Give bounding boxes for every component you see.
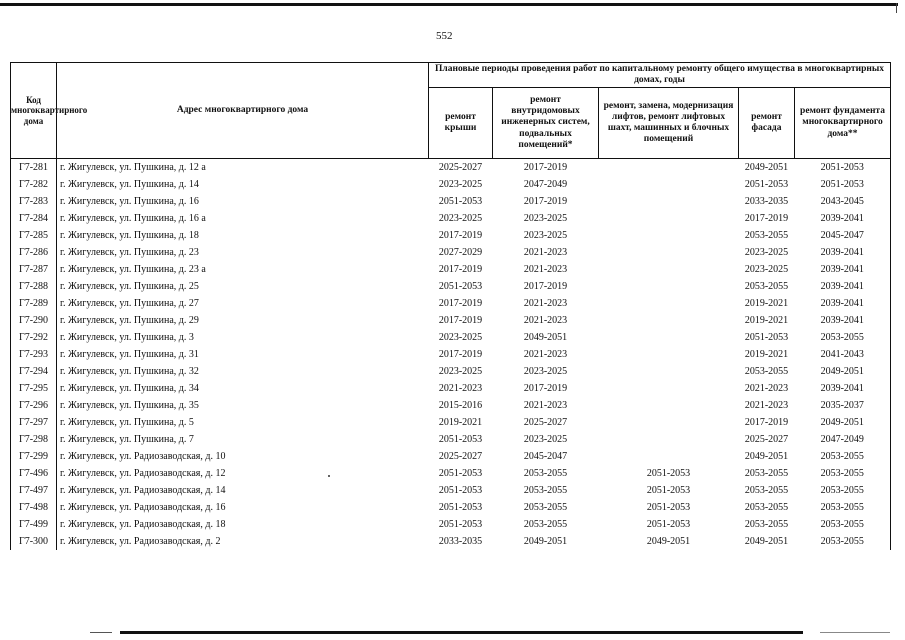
cell-roof: 2025-2027 <box>438 162 483 173</box>
cell-facade: 2049-2051 <box>744 536 789 547</box>
repair-schedule-table <box>10 62 891 550</box>
table-row <box>11 227 891 244</box>
table-row <box>11 176 891 193</box>
cell-roof: 2015-2016 <box>438 400 483 411</box>
table-row <box>11 448 891 465</box>
cell-facade: 2053-2055 <box>744 502 789 513</box>
header-planned-periods: Плановые периоды проведения работ по капитальному ремонту общего имущества в многоквартирных домах, годы <box>429 63 891 88</box>
cell-roof: 2051-2053 <box>438 281 483 292</box>
cell-roof: 2033-2035 <box>438 536 483 547</box>
cell-systems: 2023-2025 <box>523 366 568 377</box>
cell-foundation: 2047-2049 <box>795 431 891 448</box>
cell-facade: 2049-2051 <box>744 162 789 173</box>
table-row <box>11 482 891 499</box>
cell-systems: 2023-2025 <box>523 434 568 445</box>
table-row <box>11 499 891 516</box>
cell-code: Г7-290 <box>11 312 57 329</box>
cell-systems: 2047-2049 <box>523 179 568 190</box>
header-code: Код многоквартирного дома <box>11 63 57 159</box>
cell-elevators <box>599 295 739 312</box>
cell-facade: 2051-2053 <box>744 332 789 343</box>
cell-facade: 2053-2055 <box>744 281 789 292</box>
scan-bottom-mark <box>90 632 112 633</box>
cell-foundation: 2053-2055 <box>795 465 891 482</box>
cell-code: Г7-296 <box>11 397 57 414</box>
cell-roof: 2023-2025 <box>438 366 483 377</box>
table-row <box>11 329 891 346</box>
cell-facade: 2021-2023 <box>744 400 789 411</box>
cell-address: г. Жигулевск, ул. Пушкина, д. 18 <box>57 227 429 244</box>
cell-foundation: 2053-2055 <box>795 516 891 533</box>
cell-foundation: 2039-2041 <box>795 380 891 397</box>
cell-roof: 2023-2025 <box>438 213 483 224</box>
table-row <box>11 312 891 329</box>
table-row <box>11 380 891 397</box>
cell-roof: 2019-2021 <box>438 417 483 428</box>
cell-code: Г7-300 <box>11 533 57 550</box>
header-facade-repair: ремонт фасада <box>739 88 795 159</box>
cell-code: Г7-287 <box>11 261 57 278</box>
cell-foundation: 2053-2055 <box>795 448 891 465</box>
cell-facade: 2053-2055 <box>744 366 789 377</box>
cell-facade: 2019-2021 <box>744 298 789 309</box>
cell-address: г. Жигулевск, ул. Радиозаводская, д. 10 <box>57 448 429 465</box>
cell-address: г. Жигулевск, ул. Пушкина, д. 7 <box>57 431 429 448</box>
cell-code: Г7-285 <box>11 227 57 244</box>
cell-systems: 2053-2055 <box>523 519 568 530</box>
table-row <box>11 414 891 431</box>
cell-elevators: 2049-2051 <box>646 536 691 547</box>
cell-systems: 2021-2023 <box>523 298 568 309</box>
cell-facade: 2025-2027 <box>744 434 789 445</box>
cell-systems: 2053-2055 <box>523 468 568 479</box>
cell-code: Г7-299 <box>11 448 57 465</box>
cell-facade: 2051-2053 <box>744 179 789 190</box>
cell-systems: 2045-2047 <box>523 451 568 462</box>
cell-address: г. Жигулевск, ул. Пушкина, д. 31 <box>57 346 429 363</box>
cell-elevators <box>599 363 739 380</box>
cell-address: г. Жигулевск, ул. Пушкина, д. 27 <box>57 295 429 312</box>
cell-elevators: 2051-2053 <box>646 519 691 530</box>
scan-bottom-border <box>120 631 803 634</box>
cell-address: г. Жигулевск, ул. Радиозаводская, д. 2 <box>57 533 429 550</box>
cell-facade: 2019-2021 <box>744 349 789 360</box>
cell-address: г. Жигулевск, ул. Пушкина, д. 12 а <box>57 159 429 177</box>
cell-systems: 2021-2023 <box>523 349 568 360</box>
cell-roof: 2017-2019 <box>438 315 483 326</box>
cell-systems: 2021-2023 <box>523 400 568 411</box>
cell-elevators <box>599 210 739 227</box>
cell-code: Г7-283 <box>11 193 57 210</box>
cell-foundation: 2049-2051 <box>795 414 891 431</box>
cell-foundation: 2053-2055 <box>795 499 891 516</box>
cell-address: г. Жигулевск, ул. Пушкина, д. 5 <box>57 414 429 431</box>
cell-address: г. Жигулевск, ул. Пушкина, д. 35 <box>57 397 429 414</box>
table-row <box>11 363 891 380</box>
table-row <box>11 516 891 533</box>
cell-elevators <box>599 346 739 363</box>
cell-facade: 2053-2055 <box>744 468 789 479</box>
table-row <box>11 159 891 177</box>
cell-code: Г7-293 <box>11 346 57 363</box>
cell-elevators <box>599 176 739 193</box>
cell-foundation: 2041-2043 <box>795 346 891 363</box>
cell-code: Г7-289 <box>11 295 57 312</box>
cell-code: Г7-297 <box>11 414 57 431</box>
cell-systems: 2021-2023 <box>523 315 568 326</box>
cell-elevators <box>599 261 739 278</box>
cell-systems: 2023-2025 <box>523 230 568 241</box>
cell-code: Г7-294 <box>11 363 57 380</box>
cell-systems: 2017-2019 <box>523 196 568 207</box>
header-address: Адрес многоквартирного дома <box>57 63 429 159</box>
cell-foundation: 2051-2053 <box>795 176 891 193</box>
cell-elevators <box>599 448 739 465</box>
cell-address: г. Жигулевск, ул. Пушкина, д. 29 <box>57 312 429 329</box>
cell-foundation: 2039-2041 <box>795 210 891 227</box>
cell-roof: 2023-2025 <box>438 179 483 190</box>
cell-systems: 2025-2027 <box>523 417 568 428</box>
cell-elevators <box>599 329 739 346</box>
cell-address: г. Жигулевск, ул. Пушкина, д. 25 <box>57 278 429 295</box>
cell-systems: 2017-2019 <box>523 383 568 394</box>
table-row <box>11 397 891 414</box>
cell-code: Г7-298 <box>11 431 57 448</box>
cell-elevators: 2051-2053 <box>646 502 691 513</box>
cell-elevators <box>599 159 739 177</box>
cell-address: г. Жигулевск, ул. Пушкина, д. 34 <box>57 380 429 397</box>
table-row <box>11 533 891 550</box>
cell-foundation: 2043-2045 <box>795 193 891 210</box>
cell-facade: 2019-2021 <box>744 315 789 326</box>
cell-systems: 2021-2023 <box>523 264 568 275</box>
cell-roof: 2027-2029 <box>438 247 483 258</box>
cell-address: г. Жигулевск, ул. Пушкина, д. 32 <box>57 363 429 380</box>
cell-roof: 2051-2053 <box>438 502 483 513</box>
cell-facade: 2021-2023 <box>744 383 789 394</box>
cell-foundation: 2045-2047 <box>795 227 891 244</box>
cell-roof: 2051-2053 <box>438 519 483 530</box>
header-roof-repair: ремонт крыши <box>429 88 493 159</box>
cell-facade: 2049-2051 <box>744 451 789 462</box>
cell-foundation: 2051-2053 <box>795 159 891 177</box>
table-row <box>11 210 891 227</box>
header-foundation-repair: ремонт фундамента многоквартирного дома** <box>795 88 891 159</box>
cell-facade: 2053-2055 <box>744 519 789 530</box>
cell-code: Г7-281 <box>11 159 57 177</box>
cell-roof: 2051-2053 <box>438 434 483 445</box>
cell-code: Г7-295 <box>11 380 57 397</box>
cell-address: г. Жигулевск, ул. Пушкина, д. 23 <box>57 244 429 261</box>
cell-foundation: 2053-2055 <box>795 329 891 346</box>
cell-systems: 2017-2019 <box>523 162 568 173</box>
cell-address: г. Жигулевск, ул. Пушкина, д. 23 а <box>57 261 429 278</box>
cell-elevators <box>599 312 739 329</box>
cell-foundation: 2053-2055 <box>795 533 891 550</box>
cell-code: Г7-498 <box>11 499 57 516</box>
scan-top-border <box>0 3 898 6</box>
cell-address: г. Жигулевск, ул. Пушкина, д. 14 <box>57 176 429 193</box>
cell-roof: 2051-2053 <box>438 196 483 207</box>
cell-foundation: 2039-2041 <box>795 278 891 295</box>
cell-foundation: 2039-2041 <box>795 295 891 312</box>
cell-facade: 2023-2025 <box>744 264 789 275</box>
cell-elevators <box>599 431 739 448</box>
cell-roof: 2017-2019 <box>438 298 483 309</box>
cell-elevators <box>599 244 739 261</box>
scan-corner-mark <box>896 3 897 13</box>
cell-address: г. Жигулевск, ул. Пушкина, д. 16 а <box>57 210 429 227</box>
cell-elevators: 2051-2053 <box>646 468 691 479</box>
cell-roof: 2051-2053 <box>438 485 483 496</box>
table-row <box>11 193 891 210</box>
table-row <box>11 278 891 295</box>
cell-elevators <box>599 397 739 414</box>
cell-roof: 2017-2019 <box>438 349 483 360</box>
header-elevator-repair: ремонт, замена, модернизация лифтов, ремонт лифтовых шахт, машинных и блочных помещений <box>599 88 739 159</box>
cell-systems: 2023-2025 <box>523 213 568 224</box>
cell-code: Г7-292 <box>11 329 57 346</box>
cell-facade: 2053-2055 <box>744 230 789 241</box>
cell-foundation: 2039-2041 <box>795 244 891 261</box>
scan-bottom-mark-right <box>820 632 890 633</box>
cell-code: Г7-282 <box>11 176 57 193</box>
cell-foundation: 2039-2041 <box>795 261 891 278</box>
header-systems-repair: ремонт внутридомовых инженерных систем, подвальных помещений* <box>493 88 599 159</box>
cell-systems: 2021-2023 <box>523 247 568 258</box>
cell-address: г. Жигулевск, ул. Радиозаводская, д. 16 <box>57 499 429 516</box>
cell-facade: 2033-2035 <box>744 196 789 207</box>
table-header <box>11 63 891 159</box>
table-body <box>11 159 891 551</box>
table-row <box>11 465 891 482</box>
cell-facade: 2053-2055 <box>744 485 789 496</box>
cell-systems: 2049-2051 <box>523 332 568 343</box>
table-row <box>11 261 891 278</box>
cell-roof: 2023-2025 <box>438 332 483 343</box>
cell-foundation: 2039-2041 <box>795 312 891 329</box>
cell-code: Г7-496 <box>11 465 57 482</box>
cell-roof: 2021-2023 <box>438 383 483 394</box>
cell-foundation: 2053-2055 <box>795 482 891 499</box>
cell-elevators <box>599 193 739 210</box>
cell-address: г. Жигулевск, ул. Пушкина, д. 3 <box>57 329 429 346</box>
table-row <box>11 244 891 261</box>
cell-facade: 2017-2019 <box>744 213 789 224</box>
cell-roof: 2017-2019 <box>438 230 483 241</box>
cell-address: г. Жигулевск, ул. Радиозаводская, д. 14 <box>57 482 429 499</box>
page-number: 552 <box>436 30 453 42</box>
cell-elevators <box>599 380 739 397</box>
cell-elevators <box>599 414 739 431</box>
cell-elevators: 2051-2053 <box>646 485 691 496</box>
cell-address: г. Жигулевск, ул. Пушкина, д. 16 <box>57 193 429 210</box>
cell-code: Г7-288 <box>11 278 57 295</box>
cell-address: г. Жигулевск, ул. Радиозаводская, д. 18 <box>57 516 429 533</box>
cell-elevators <box>599 227 739 244</box>
cell-code: Г7-284 <box>11 210 57 227</box>
cell-code: Г7-499 <box>11 516 57 533</box>
cell-roof: 2017-2019 <box>438 264 483 275</box>
cell-code: Г7-497 <box>11 482 57 499</box>
cell-foundation: 2049-2051 <box>795 363 891 380</box>
cell-systems: 2053-2055 <box>523 485 568 496</box>
cell-roof: 2051-2053 <box>438 468 483 479</box>
cell-facade: 2017-2019 <box>744 417 789 428</box>
cell-foundation: 2035-2037 <box>795 397 891 414</box>
cell-systems: 2049-2051 <box>523 536 568 547</box>
cell-elevators <box>599 278 739 295</box>
table-row <box>11 346 891 363</box>
cell-facade: 2023-2025 <box>744 247 789 258</box>
table-row <box>11 295 891 312</box>
table-row <box>11 431 891 448</box>
cell-systems: 2053-2055 <box>523 502 568 513</box>
cell-address: г. Жигулевск, ул. Радиозаводская, д. 12 <box>57 465 429 482</box>
cell-systems: 2017-2019 <box>523 281 568 292</box>
cell-roof: 2025-2027 <box>438 451 483 462</box>
cell-code: Г7-286 <box>11 244 57 261</box>
